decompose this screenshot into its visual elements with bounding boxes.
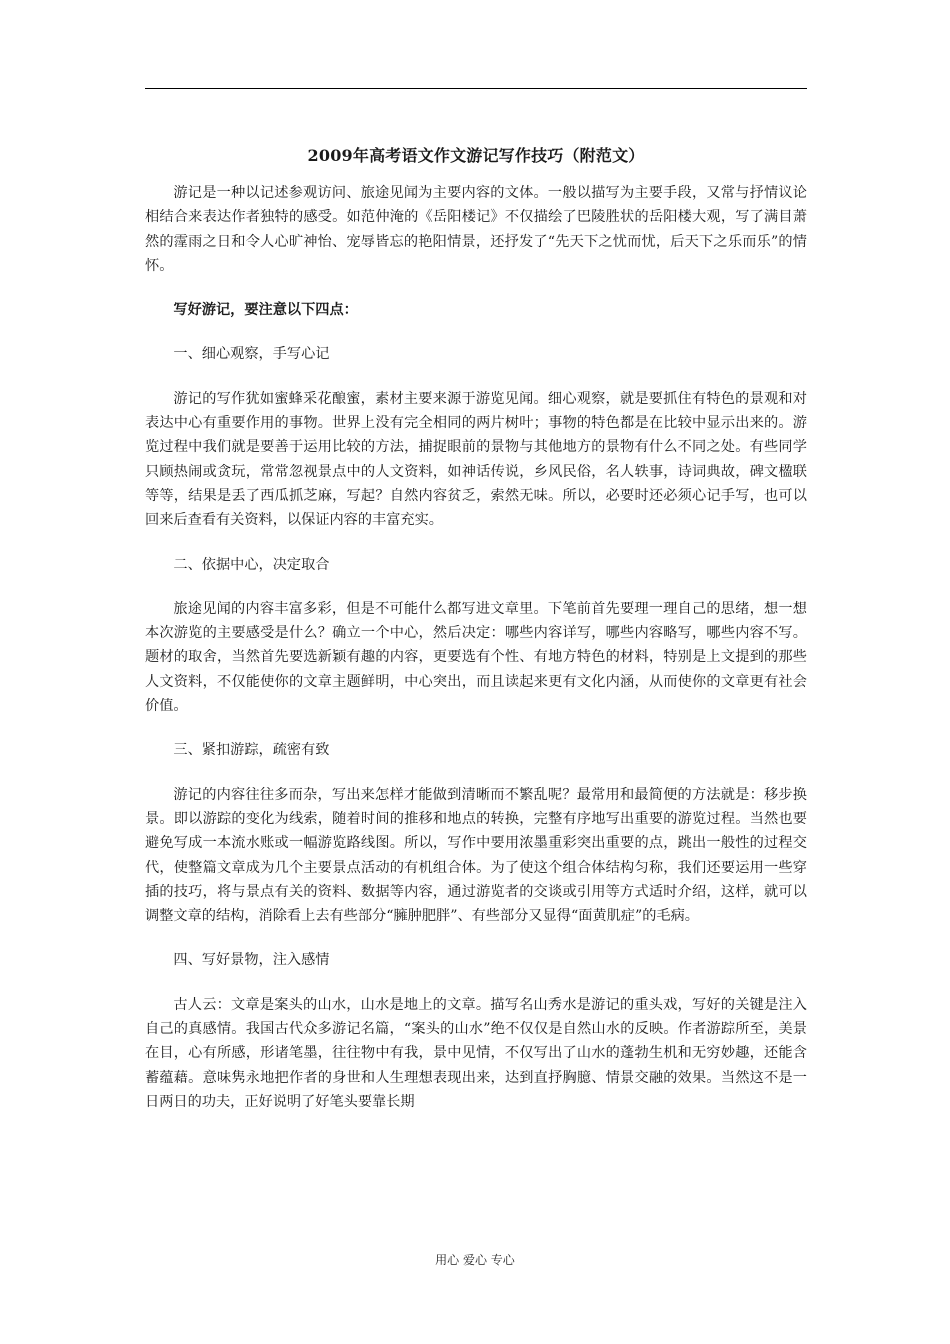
section-body-4: 古人云：文章是案头的山水，山水是地上的文章。描写名山秀水是游记的重头戏，写好的关键是注入自己的真感情。我国古代众多游记名篇，“案头的山水”绝不仅仅是自然山水的反映。作者游踪所至，美景在目，心有所感，形诸笔墨，往往物中有我，景中见情，不仅写出了山水的蓬勃生机和无穷妙趣，还能含蓄蕴藉。意味隽永地把作者的身世和人生理想表现出来，达到直抒胸臆、情景交融的效果。当然这不是一日两日的功夫，正好说明了好笔头要靠长期 [145,996,807,1110]
section-body-2: 旅途见闻的内容丰富多彩，但是不可能什么都写进文章里。下笔前首先要理一理自己的思绪，想一想本次游览的主要感受是什么？确立一个中心，然后决定：哪些内容详写，哪些内容略写，哪些内容不写。题材的取舍，当然首先要选新颖有趣的内容，更要选有个性、有地方特色的材料，特别是上文提到的那些人文资料，不仅能使你的文章主题鲜明，中心突出，而且读起来更有文化内涵，从而使你的文章更有社会价值。 [145,600,807,715]
document-body [145,181,807,1134]
section-heading-4: 四、写好景物，注入感情 [173,952,330,969]
section-heading-2: 二、依据中心，决定取合 [173,556,330,573]
section-body-3: 游记的内容往往多而杂，写出来怎样才能做到清晰而不繁乱呢？最常用和最简便的方法就是：移步换景。即以游踪的变化为线索，随着时间的推移和地点的转换，完整有序地写出重要的游览过程。当然也要避免写成一本流水账或一幅游览路线图。所以，写作中要用浓墨重彩突出重要的点，跳出一般性的过程交代，使整篇文章成为几个主要景点活动的有机组合体。为了使这个组合体结构匀称，我们还要运用一些穿插的技巧，将与景点有关的资料、数据等内容，通过游览者的交谈或引用等方式适时介绍，这样，就可以调整文章的结构，消除看上去有些部分“臃肿肥胖”、有些部分又显得“面黄肌症”的毛病。 [145,786,807,925]
header-rule [145,88,807,89]
page-footer: 用心 爱心 专心 [435,1253,515,1267]
section-body-1: 游记的写作犹如蜜蜂采花酿蜜，素材主要来源于游览见闻。细心观察，就是要抓住有特色的景观和对表达中心有重要作用的事物。世界上没有完全相同的两片树叶；事物的特色都是在比较中显示出来的。游览过程中我们就是要善于运用比较的方法，捕捉眼前的景物与其他地方的景物有什么不同之处。有些同学只顾热闹或贪玩，常常忽视景点中的人文资料，如神话传说，乡风民俗，名人轶事，诗词典故，碑文楹联等等，结果是丢了西瓜抓芝麻，写起？自然内容贫乏，索然无味。所以，必要时还必须心记手写，也可以回来后查看有关资料，以保证内容的丰富充实。 [145,390,807,529]
section-heading-3: 三、紧扣游踪，疏密有致 [173,742,330,759]
intro-paragraph: 游记是一种以记述参观访问、旅途见闻为主要内容的文体。一般以描写为主要手段，又常与抒情议论相结合来表达作者独特的感受。如范仲淹的《岳阳楼记》不仅描绘了巴陵胜状的岳阳楼大观，写了满目萧然的霪雨之日和令人心旷神怡、宠辱皆忘的艳阳情景，还抒发了“先天下之忧而忧，后天下之乐而乐”的情怀。 [145,185,807,274]
key-points-heading: 写好游记，要注意以下四点： [173,302,358,319]
section-heading-1: 一、细心观察，手写心记 [173,346,330,363]
document-title: 2009年高考语文作文游记写作技巧（附范文） [307,146,645,165]
